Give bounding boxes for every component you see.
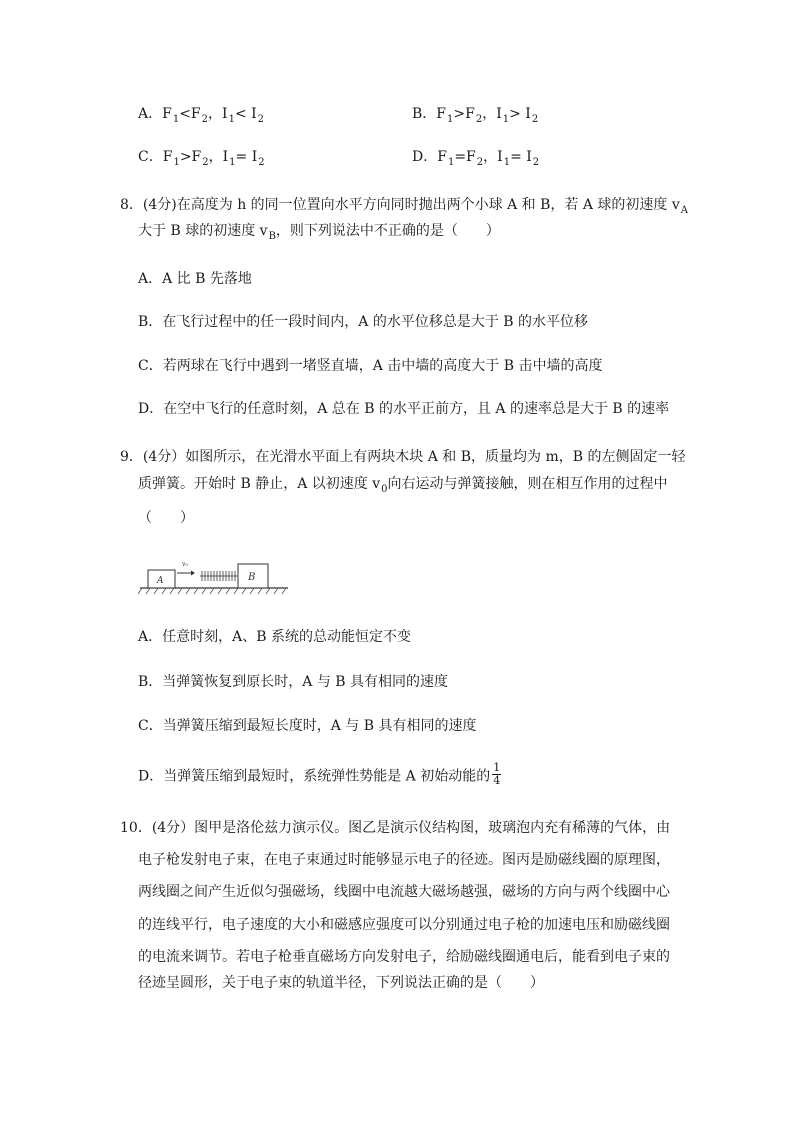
q9-figure	[138, 556, 290, 596]
q7-a-text-1: A．F	[138, 106, 172, 122]
q9-stem-line-1: 9．(4分）如图所示，在光滑水平面上有两块木块 A 和 B，质量均为 m，B 的左侧固定一轻	[120, 449, 686, 465]
q8-stem-line-1	[120, 195, 688, 221]
q7-a-text-3: ，I	[208, 106, 228, 122]
velocity-arrowhead	[191, 571, 195, 576]
q8-option-a: A．A 比 B 先落地	[138, 271, 252, 287]
spring	[200, 571, 238, 581]
fraction-numerator: 1	[493, 761, 501, 774]
q7-c-text-2: >F	[179, 149, 202, 165]
q9-stem-line-3: （ ）	[138, 510, 194, 526]
q9-option-d	[138, 761, 501, 789]
q7-a-sub-2: 2	[201, 114, 209, 125]
q7-d-sub-1: 1	[447, 157, 455, 168]
q7-c-text-3: ，I	[208, 149, 229, 165]
q9-option-d-text: D．当弹簧压缩到最短时，系统弹性势能是 A 初始动能的	[138, 768, 491, 785]
q7-a-sub-1: 1	[172, 114, 180, 125]
q7-d-text-3: ，I	[483, 149, 503, 165]
q7-option-a	[138, 104, 264, 130]
q7-b-sub-4: 2	[531, 114, 539, 125]
ground-hatching	[138, 588, 286, 594]
velocity-label: v₀	[182, 561, 188, 568]
q7-b-sub-1: 1	[447, 114, 454, 125]
q8-stem-text-1: 8．(4分)在高度为 h 的同一位置向水平方向同时抛出两个小球 A 和 B，若 A 球的初速度 v	[120, 197, 680, 213]
q9-stem-sub: 0	[381, 484, 388, 495]
q7-c-sub-1: 1	[173, 157, 180, 168]
q7-b-sub-3: 1	[502, 114, 510, 125]
q10-stem-line-6: 径迹呈圆形，关于电子束的轨道半径，下列说法正确的是（ ）	[138, 975, 544, 991]
q7-b-sub-2: 2	[475, 114, 483, 125]
fraction-denominator: 4	[493, 774, 501, 787]
fraction-one-quarter	[492, 762, 501, 787]
q7-d-sub-4: 2	[532, 157, 540, 168]
q9-option-a: A．任意时刻，A、B 系统的总动能恒定不变	[138, 629, 411, 645]
q10-stem-line-3: 两线圈之间产生近似匀强磁场，线圈中电流越大磁场越强，磁场的方向与两个线圈中心	[138, 884, 670, 900]
q7-d-sub-2: 2	[476, 157, 484, 168]
q9-option-c: C．当弹簧压缩到最短长度时，A 与 B 具有相同的速度	[138, 718, 477, 734]
q8-stem-text-2: 大于 B 球的初速度 v	[138, 223, 268, 239]
q8-option-d: D．在空中飞行的任意时刻，A 总在 B 的水平正前方，且 A 的速率总是大于 B 的速率	[138, 401, 670, 417]
q7-c-sub-4: 2	[258, 157, 265, 168]
q8-stem-sub-2: B	[268, 231, 276, 242]
q7-b-text-1: B．F	[412, 106, 447, 122]
q7-d-text-2: =F	[454, 149, 476, 165]
q7-d-sub-3: 1	[503, 157, 511, 168]
q7-c-text-1: C．F	[138, 149, 173, 165]
q7-option-d	[412, 147, 539, 173]
q7-a-text-4: < I	[234, 106, 257, 122]
q7-c-text-4: = I	[235, 149, 258, 165]
q10-stem-line-5: 的电流来调节。若电子枪垂直磁场方向发射电子，给励磁线圈通电后，能看到电子束的	[138, 949, 670, 965]
q7-d-text-1: D．F	[412, 149, 447, 165]
q7-option-c	[138, 147, 265, 173]
q7-c-sub-3: 1	[229, 157, 236, 168]
q7-option-b	[412, 104, 538, 130]
q8-stem-sub-1: A	[680, 205, 689, 216]
q10-stem-line-4: 的连线平行，电子速度的大小和磁感应强度可以分别通过电子枪的加速电压和励磁线圈	[138, 917, 670, 933]
block-b-label: B	[248, 572, 256, 583]
q8-option-b: B．在飞行过程中的任一段时间内，A 的水平位移总是大于 B 的水平位移	[138, 314, 589, 330]
q8-stem-text-3: ，则下列说法中不正确的是（ ）	[275, 223, 500, 239]
q7-a-sub-3: 1	[228, 114, 235, 125]
q10-stem-line-2: 电子枪发射电子束，在电子束通过时能够显示电子的径迹。图丙是励磁线圈的原理图，	[138, 852, 670, 868]
q7-b-text-2: >F	[453, 106, 475, 122]
q9-stem-text-2b: 向右运动与弹簧接触，则在相互作用的过程中	[387, 476, 668, 492]
q7-a-text-2: <F	[179, 106, 201, 122]
q8-option-c: C．若两球在飞行中遇到一堵竖直墙，A 击中墙的高度大于 B 击中墙的高度	[138, 358, 603, 374]
q7-a-sub-4: 2	[257, 114, 265, 125]
q7-d-text-4: = I	[510, 149, 532, 165]
q9-option-b: B．当弹簧恢复到原长时，A 与 B 具有相同的速度	[138, 674, 449, 690]
block-a-label: A	[157, 576, 164, 586]
q7-b-text-3: ，I	[482, 106, 502, 122]
q10-stem-line-1: 10．(4分）图甲是洛伦兹力演示仪。图乙是演示仪结构图，玻璃泡内充有稀薄的气体，由	[120, 820, 671, 836]
q7-c-sub-2: 2	[202, 157, 209, 168]
q7-b-text-4: > I	[509, 106, 531, 122]
q9-stem-text-2a: 质弹簧。开始时 B 静止，A 以初速度 v	[138, 476, 381, 492]
q9-stem-line-2	[138, 474, 667, 500]
q8-stem-line-2	[138, 221, 500, 247]
